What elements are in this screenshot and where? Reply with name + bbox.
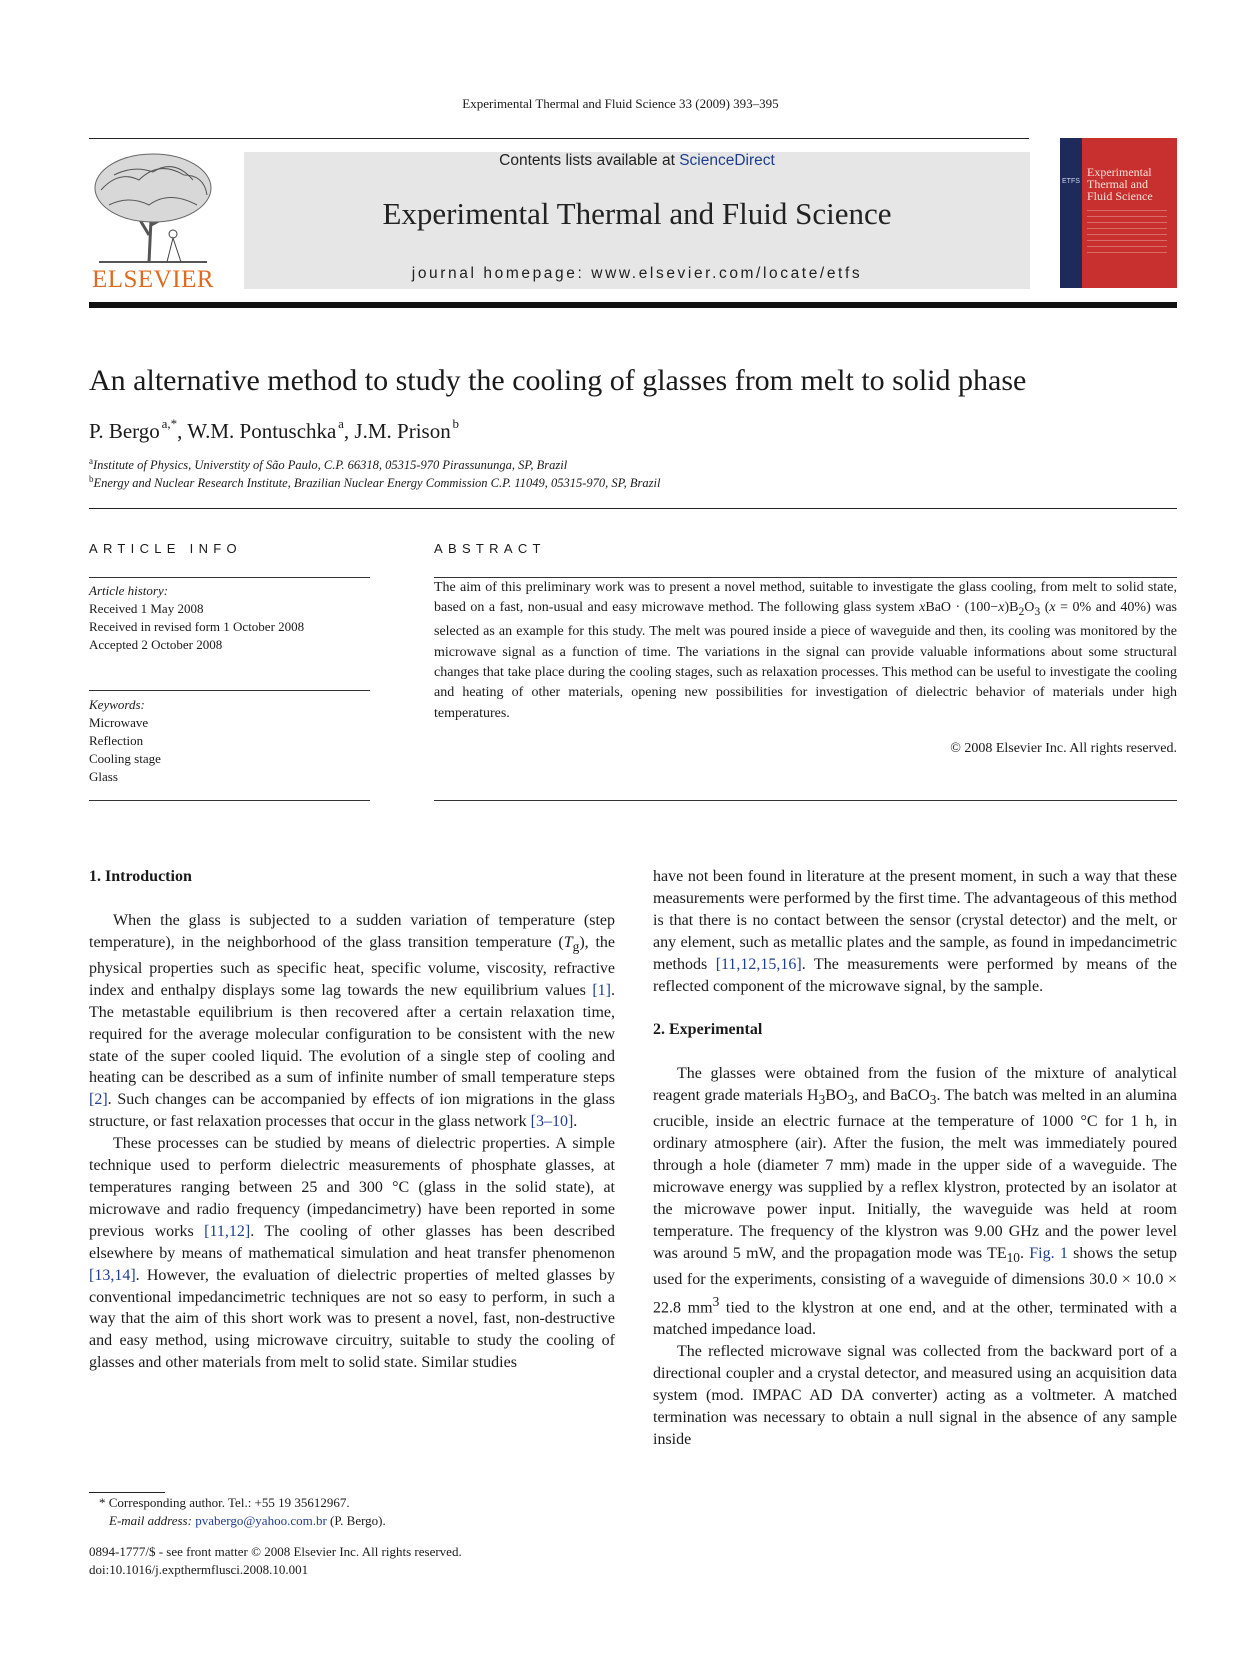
cover-text-lines (1087, 210, 1167, 258)
body-column-left (89, 866, 615, 1374)
article-history (89, 582, 304, 654)
affiliation-text: Institute of Physics, Universtity of São Paulo, C.P. 66318, 05315-970 Pirassununga, SP, Brazil (93, 458, 568, 472)
keyword-item: Cooling stage (89, 751, 161, 766)
keyword-item: Reflection (89, 733, 144, 748)
author-sup[interactable]: a,* (161, 416, 178, 431)
author-sup[interactable]: a (338, 416, 344, 431)
author-name: J.M. Prison (354, 419, 451, 443)
header-thick-rule (89, 302, 1177, 308)
journal-title: Experimental Thermal and Fluid Science (382, 196, 892, 231)
keyword-item: Glass (89, 769, 118, 784)
journal-cover (1060, 138, 1177, 288)
article-title: An alternative method to study the cooling of glasses from melt to solid phase (89, 364, 1027, 397)
contents-line (244, 152, 1030, 170)
section-heading: 1. Introduction (89, 868, 192, 885)
cover-title: Experimental Thermal and Fluid Science (1087, 165, 1153, 203)
author-list: P. Bergo $^{a,*}$, W.M. Pontuschka $^a$, J.M. Prison $^b$ (89, 416, 459, 443)
cover-abbrev: ETFS (1062, 178, 1080, 185)
abstract-text: The aim of this preliminary work was to present a novel method, suitable to investigate the glass cooling, from melt to solid state, based on a fast, non-usual and easy microwave method. The following glass system xBaO · $(100-x)B_2O_3$ (x = 0% and 40%) was selected as an example for this study. The melt was poured inside a piece of waveguide and then, its cooling was monitored by the microwave signal as a function of time. The variations in the signal can provide valuable informations about some structural changes that take place during the cooling stages, such as relaxation processes. This method can be useful to investigate the cooling and heating of other materials, opening new possibilities for investigation of dielectric behavior of materials under high temperatures. (434, 580, 1178, 721)
history-item: Received in revised form 1 October 2008 (89, 619, 305, 634)
citation-link[interactable]: [13,14] (89, 1266, 136, 1284)
abstract-heading: ABSTRACT (434, 541, 546, 556)
author-name: W.M. Pontuschka (187, 419, 337, 443)
journal-homepage[interactable]: journal homepage: www.elsevier.com/locate/etfs (411, 265, 863, 282)
paragraph: These processes can be studied by means of dielectric properties. A simple technique used to perform dielectric measurements of phosphate glasses, at temperatures ranging between 25 and 300 °C (glass in the solid state), at microwave and radio frequency (impedancimetry) have been reported in some previous works [11,12]. The cooling of other glasses has been described elsewhere by means of mathematical simulation and heat transfer phenomenon [13,14]. However, the evaluation of dielectric properties of melted glasses by conventional impedancimetric techniques are not so easy to perform, in such a way that the aim of this short work was to present a novel, fast, non-destructive and easy method, using microwave circuitry, suitable to study the cooling of glasses and other materials from melt to solid state. Similar studies (89, 1135, 615, 1372)
doi-line[interactable]: doi:10.1016/j.expthermflusci.2008.10.001 (89, 1562, 309, 1577)
affiliation-mark: b (89, 473, 94, 484)
affiliation-b (89, 473, 661, 491)
paragraph: When the glass is subjected to a sudden variation of temperature (step temperature), in the neighborhood of the glass transition temperature $(T_g)$, the physical properties such as specific heat, specific volume, viscosity, refractive index and enthalpy displays some lag towards the new equilibrium values [1]. The metastable equilibrium is then recovered after a certain relaxation time, required for the average molecular configuration to be consistent with the new state of the super cooled liquid. The evolution of a single step of cooling and heating can be described as a sum of infinite number of small temperature steps [2]. Such changes can be accompanied by effects of ion migrations in the glass structure, or fast relaxation processes that occur in the glass network [3–10]. (89, 911, 615, 1131)
article-info-heading: ARTICLE INFO (89, 541, 242, 556)
journal-banner (244, 152, 1030, 289)
keywords-label: Keywords: (89, 697, 145, 712)
article-info-bottom-rule (89, 800, 370, 801)
paragraph: have not been found in literature at the present moment, in such a way that these measurements were performed by the first time. The advantageous of this method is that there is no contact between the sensor (crystal detector) and the melt, or any element, such as metallic plates and the sample, as found in impedancimetric methods [11,12,15,16]. The measurements were performed by means of the reflected component of the microwave signal, by the sample. (653, 868, 1178, 995)
section-heading: 2. Experimental (653, 1021, 763, 1039)
keywords-rule (89, 690, 370, 691)
citation-link[interactable]: [3–10] (530, 1113, 574, 1131)
history-item: Accepted 2 October 2008 (89, 637, 223, 652)
author-name: P. Bergo (89, 419, 160, 443)
citation-link[interactable]: [2] (89, 1091, 108, 1109)
body-column-right (653, 866, 1177, 1450)
affiliation-mark: a (89, 455, 93, 466)
abstract-bottom-rule (434, 800, 1177, 801)
author-sup[interactable]: b (452, 416, 459, 431)
affiliation-a (89, 455, 568, 473)
header-rule (89, 138, 1029, 139)
sciencedirect-link[interactable]: ScienceDirect (679, 152, 775, 169)
paragraph: The reflected microwave signal was collected from the backward port of a directional coupler and a crystal detector, and measured using an acquisition data system (mod. IMPAC AD DA converter) acting as a voltmeter. A matched termination was necessary to obtain a null signal in the absence of any sample inside (653, 1342, 1177, 1448)
citation-link[interactable]: [11,12] (204, 1222, 251, 1240)
affiliation-text: Energy and Nuclear Research Institute, Brazilian Nuclear Energy Commission C.P. 11049, 05315-970, SP, Brazil (93, 476, 661, 490)
figure-link[interactable]: Fig. 1 (1029, 1244, 1068, 1262)
elsevier-logo (89, 150, 217, 293)
paragraph: The glasses were obtained from the fusion of the mixture of analytical reagent grade materials $H_3BO_3$, and BaCO$_3$. The batch was melted in an alumina crucible, inside an electric furnace at the temperature of 1000 °C for 1 h, in ordinary atmosphere (air). After the fusion, the melt was immediately poured through a hole (diameter 7 mm) made in the upper side of a waveguide. The microwave energy was supplied by a reflex klystron, protected by an isolator at the microwave power input. Initially, the waveguide was held at room temperature. The frequency of the klystron was 9.00 GHz and the power level was around 5 mW, and the propagation mode was $TE_{10}$. Fig. 1 shows the setup used for the experiments, consisting of a waveguide of dimensions 30.0 × 10.0 × 22.8 $mm^3$ tied to the klystron at one end, and at the other, terminated with a matched impedance load. (653, 1065, 1178, 1339)
article-info-rule (89, 577, 370, 578)
citation-link[interactable]: [1] (592, 981, 611, 999)
citation-link[interactable]: [11,12,15,16] (715, 955, 802, 973)
contents-prefix: Contents lists available at (499, 152, 680, 169)
elsevier-tree-icon (89, 150, 217, 264)
keyword-item: Microwave (89, 715, 149, 730)
history-item: Received 1 May 2008 (89, 601, 204, 616)
history-label: Article history: (89, 583, 169, 598)
footnote-rule (89, 1492, 165, 1493)
abstract-copyright: © 2008 Elsevier Inc. All rights reserved. (950, 741, 1177, 756)
affiliation-rule (89, 508, 1177, 509)
email-link[interactable]: pvabergo@yahoo.com.br (195, 1513, 327, 1528)
footnote: * Corresponding author. Tel.: +55 19 35612967. E-mail address: pvabergo@yahoo.com.br (P. Bergo). (99, 1495, 386, 1528)
keywords-block (89, 696, 161, 786)
elsevier-wordmark: ELSEVIER (91, 266, 215, 293)
cover-strip (1060, 138, 1082, 288)
journal-citation: Experimental Thermal and Fluid Science 33 (2009) 393–395 (462, 96, 779, 111)
issn-line: 0894-1777/$ - see front matter © 2008 Elsevier Inc. All rights reserved. (89, 1544, 462, 1559)
